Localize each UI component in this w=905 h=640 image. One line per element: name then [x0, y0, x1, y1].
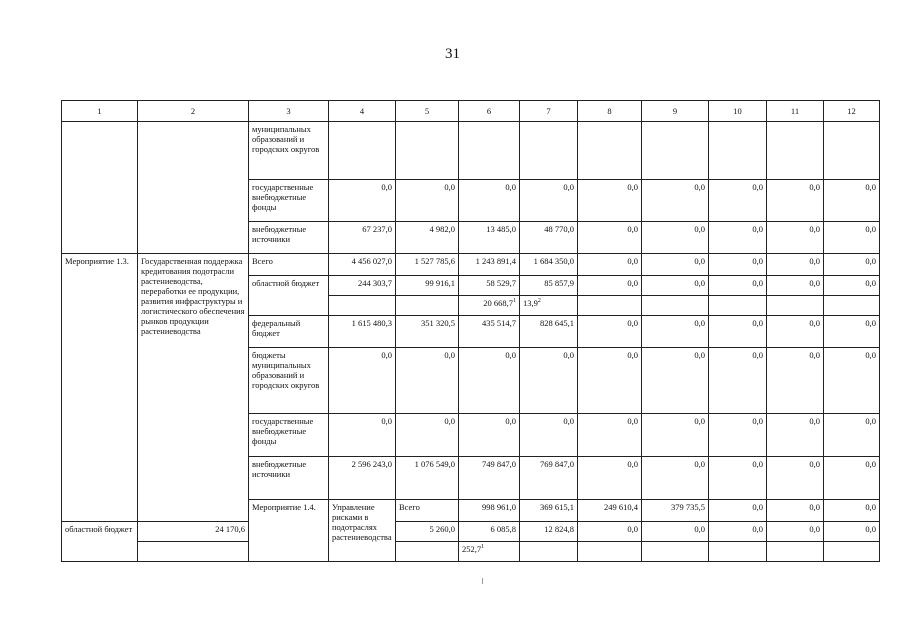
table-row	[62, 254, 880, 276]
value-cell: 0,0	[329, 414, 396, 457]
value-cell	[520, 542, 578, 562]
value-cell: 0,0	[824, 222, 880, 254]
value-cell: 58 529,7	[459, 276, 520, 296]
value-cell	[396, 122, 459, 180]
value-cell: 0,0	[767, 522, 824, 542]
value-cell: 0,0	[520, 180, 578, 222]
column-header: 9	[642, 101, 709, 122]
value-cell: 12 824,8	[520, 522, 578, 542]
value-cell: 0,0	[578, 457, 642, 500]
value-cell	[396, 296, 459, 316]
value-cell	[767, 542, 824, 562]
value-cell: 0,0	[709, 276, 767, 296]
table-row	[62, 542, 880, 562]
value-cell: 0,0	[709, 254, 767, 276]
value-cell: 0,0	[459, 348, 520, 414]
value-cell: 0,0	[824, 316, 880, 348]
value-cell: 0,0	[578, 316, 642, 348]
value-cell	[578, 122, 642, 180]
value-cell: 0,0	[642, 457, 709, 500]
funding-source-cell: областной бюджет	[249, 276, 329, 316]
measure-title-cell	[138, 122, 249, 254]
funding-source-cell: внебюджетные источники	[249, 222, 329, 254]
value-cell: 0,0	[396, 348, 459, 414]
value-cell: 4 982,0	[396, 222, 459, 254]
value-cell	[824, 122, 880, 180]
value-cell: 1 615 480,3	[329, 316, 396, 348]
value-cell: 85 857,9	[520, 276, 578, 296]
value-cell: 4 456 027,0	[329, 254, 396, 276]
value-cell: 0,0	[578, 414, 642, 457]
value-cell: 0,0	[329, 180, 396, 222]
value-cell: 0,0	[767, 254, 824, 276]
value-cell: 0,0	[520, 414, 578, 457]
column-header: 8	[578, 101, 642, 122]
value-cell: 769 847,0	[520, 457, 578, 500]
value-cell	[824, 296, 880, 316]
value-cell: 13 485,0	[459, 222, 520, 254]
value-cell: 369 615,1	[520, 500, 578, 522]
value-cell: 0,0	[642, 254, 709, 276]
footnote-mark: 2	[537, 298, 541, 305]
footnote-value: 20 668,7	[483, 298, 513, 308]
value-cell: 0,0	[578, 276, 642, 296]
measure-cell	[62, 122, 138, 254]
column-header: 5	[396, 101, 459, 122]
value-cell	[578, 542, 642, 562]
value-cell	[138, 542, 249, 562]
value-cell	[824, 542, 880, 562]
value-cell: 6 085,8	[459, 522, 520, 542]
value-cell: 0,0	[642, 348, 709, 414]
value-cell	[520, 122, 578, 180]
value-cell: 0,0	[642, 180, 709, 222]
value-cell: 0,0	[767, 414, 824, 457]
value-cell: 1 076 549,0	[396, 457, 459, 500]
column-header: 1	[62, 101, 138, 122]
value-cell: 1 243 891,4	[459, 254, 520, 276]
value-cell: 0,0	[578, 254, 642, 276]
funding-source-cell: Всего	[396, 500, 459, 522]
value-cell: 351 320,5	[396, 316, 459, 348]
value-cell: 0,0	[642, 522, 709, 542]
column-header: 12	[824, 101, 880, 122]
page-number: 31	[445, 46, 460, 62]
value-cell: 0,0	[824, 254, 880, 276]
value-cell: 0,0	[578, 522, 642, 542]
value-cell: 0,0	[709, 414, 767, 457]
measure-cell: Мероприятие 1.4.	[249, 500, 329, 562]
value-cell: 0,0	[709, 522, 767, 542]
value-cell	[329, 296, 396, 316]
funding-source-cell: областной бюджет	[62, 522, 138, 562]
value-cell: 0,0	[824, 276, 880, 296]
value-cell: 0,0	[709, 500, 767, 522]
value-cell: 0,0	[459, 180, 520, 222]
value-cell: 249 610,4	[578, 500, 642, 522]
value-cell: 0,0	[767, 180, 824, 222]
value-cell: 0,0	[642, 316, 709, 348]
value-cell: 0,0	[578, 222, 642, 254]
footnote-value-cell	[459, 542, 520, 562]
value-cell: 99 916,1	[396, 276, 459, 296]
value-cell	[459, 122, 520, 180]
column-header: 10	[709, 101, 767, 122]
table-row	[62, 122, 880, 180]
value-cell	[709, 542, 767, 562]
column-header: 11	[767, 101, 824, 122]
footnote-value: 13,9	[523, 298, 538, 308]
table-row	[62, 522, 880, 542]
value-cell: 0,0	[578, 180, 642, 222]
value-cell: 0,0	[396, 180, 459, 222]
value-cell: 0,0	[642, 222, 709, 254]
value-cell: 0,0	[709, 457, 767, 500]
funding-source-cell: федеральный бюджет	[249, 316, 329, 348]
value-cell: 0,0	[709, 348, 767, 414]
value-cell: 0,0	[642, 414, 709, 457]
value-cell: 0,0	[709, 222, 767, 254]
funding-source-cell: муниципальных образований и городских округов	[249, 122, 329, 180]
value-cell: 0,0	[824, 180, 880, 222]
value-cell: 1 527 785,6	[396, 254, 459, 276]
column-header: 7	[520, 101, 578, 122]
scan-mark	[482, 578, 483, 584]
value-cell	[709, 122, 767, 180]
value-cell: 0,0	[709, 180, 767, 222]
value-cell: 0,0	[329, 348, 396, 414]
value-cell: 828 645,1	[520, 316, 578, 348]
value-cell	[709, 296, 767, 316]
value-cell: 244 303,7	[329, 276, 396, 296]
value-cell: 0,0	[642, 276, 709, 296]
value-cell	[642, 542, 709, 562]
column-header: 3	[249, 101, 329, 122]
value-cell	[396, 542, 459, 562]
value-cell: 1 684 350,0	[520, 254, 578, 276]
header-row	[62, 101, 880, 122]
funding-source-cell: государственные внебюджетные фонды	[249, 414, 329, 457]
footnote-value-cell	[459, 296, 520, 316]
value-cell	[767, 122, 824, 180]
value-cell: 0,0	[459, 414, 520, 457]
value-cell: 379 735,5	[642, 500, 709, 522]
footnote-mark: 1	[481, 544, 485, 551]
value-cell	[329, 122, 396, 180]
measure-title-cell: Управление рисками в подотраслях растениеводства	[329, 500, 396, 562]
value-cell: 0,0	[824, 500, 880, 522]
footnote-value-cell	[520, 296, 578, 316]
value-cell	[767, 296, 824, 316]
value-cell	[578, 296, 642, 316]
value-cell	[642, 122, 709, 180]
value-cell: 2 596 243,0	[329, 457, 396, 500]
funding-source-cell: внебюджетные источники	[249, 457, 329, 500]
column-header: 4	[329, 101, 396, 122]
value-cell: 0,0	[767, 348, 824, 414]
value-cell: 998 961,0	[459, 500, 520, 522]
value-cell: 5 260,0	[396, 522, 459, 542]
value-cell: 0,0	[767, 316, 824, 348]
value-cell: 0,0	[767, 276, 824, 296]
value-cell: 0,0	[578, 348, 642, 414]
measure-cell: Мероприятие 1.3.	[62, 254, 138, 522]
value-cell: 0,0	[824, 414, 880, 457]
value-cell: 0,0	[767, 222, 824, 254]
funding-source-cell: Всего	[249, 254, 329, 276]
value-cell: 24 170,6	[138, 522, 249, 542]
measure-title-cell: Государственная поддержка кредитования подотрасли растениеводства, переработки ее продукции, развития инфраструктуры и логистического обеспечения рынков продукции растениеводства	[138, 254, 249, 522]
value-cell: 0,0	[767, 500, 824, 522]
value-cell: 48 770,0	[520, 222, 578, 254]
column-header: 2	[138, 101, 249, 122]
budget-table	[61, 100, 880, 562]
footnote-mark: 1	[513, 298, 516, 305]
funding-source-cell: государственные внебюджетные фонды	[249, 180, 329, 222]
value-cell: 67 237,0	[329, 222, 396, 254]
value-cell: 0,0	[824, 457, 880, 500]
value-cell	[642, 296, 709, 316]
column-header: 6	[459, 101, 520, 122]
value-cell: 0,0	[824, 522, 880, 542]
value-cell: 0,0	[520, 348, 578, 414]
value-cell: 0,0	[824, 348, 880, 414]
value-cell: 0,0	[767, 457, 824, 500]
funding-source-cell: бюджеты муниципальных образований и городских округов	[249, 348, 329, 414]
value-cell: 749 847,0	[459, 457, 520, 500]
value-cell: 0,0	[709, 316, 767, 348]
value-cell: 435 514,7	[459, 316, 520, 348]
value-cell: 0,0	[396, 414, 459, 457]
footnote-value: 252,7	[462, 544, 482, 554]
